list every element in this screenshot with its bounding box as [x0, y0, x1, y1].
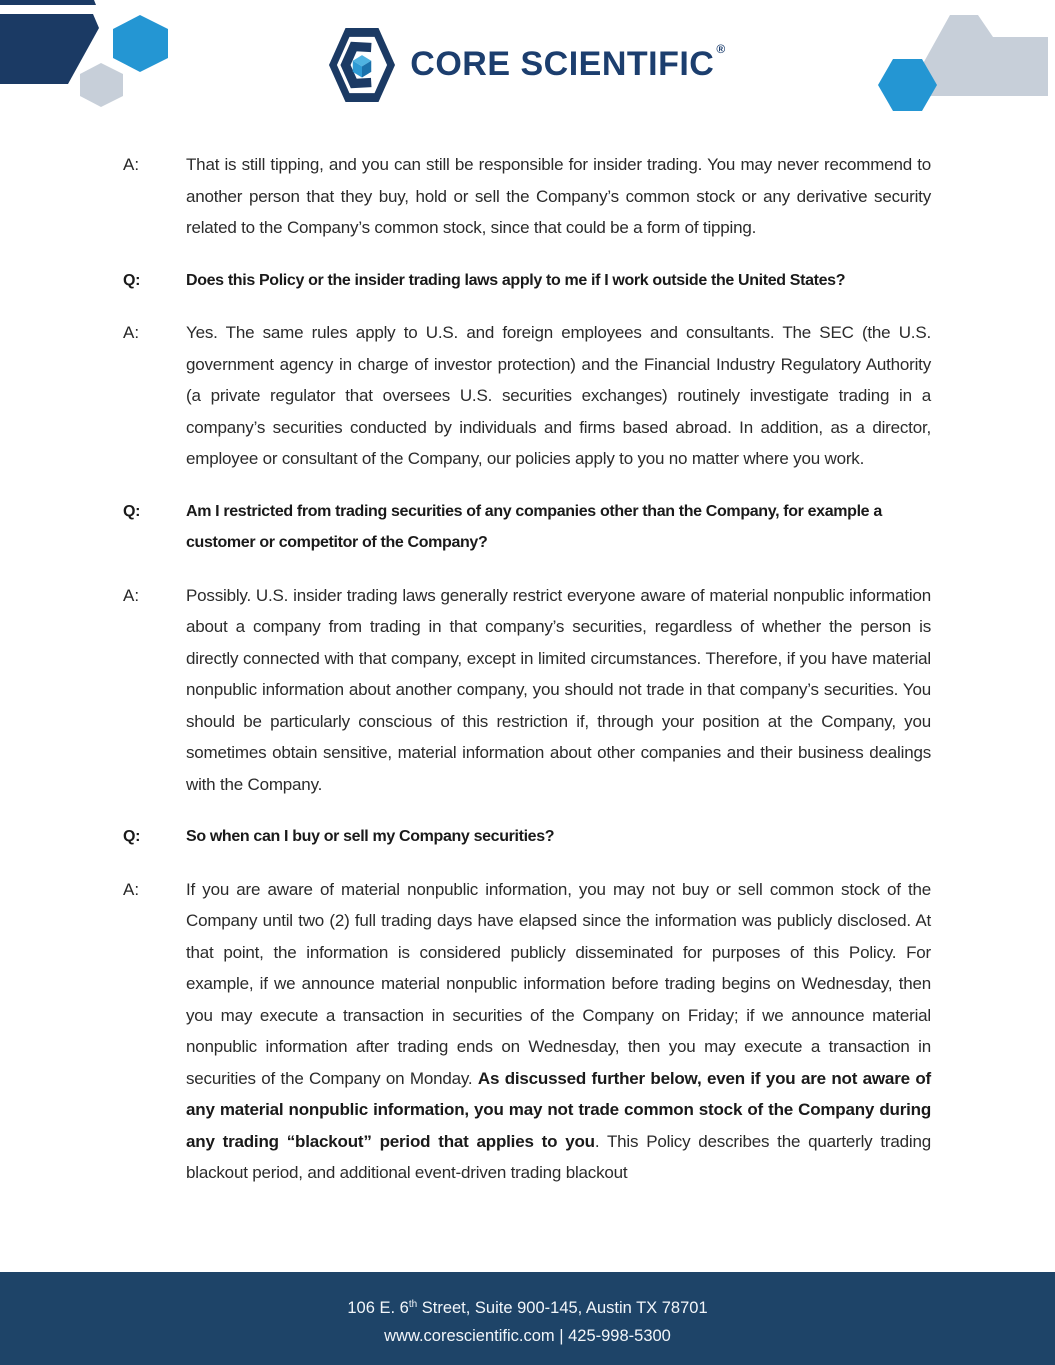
core-scientific-hexagon-icon	[329, 28, 395, 102]
page-footer	[0, 1272, 1055, 1365]
qa-label: A:	[123, 155, 140, 174]
qa-text: That is still tipping, and you can still be responsible for insider trading. You may never recommend to another person that they buy, hold or sell the Company’s common stock or any derivative security related to the Company’s common stock, since that could be a form of tipping.	[186, 155, 931, 237]
qa-text: Possibly. U.S. insider trading laws generally restrict everyone aware of material nonpublic information about a company from trading in that company’s securities, regardless of whether the person is directly connected with that company, except in limited circumstances. Therefore, if you have material nonpublic information about another company, you should not trade in that company’s securities. You should be particularly conscious of this restriction if, through your position at the Company, you sometimes obtain sensitive, material information about other companies and their business dealings with the Company.	[186, 585, 931, 794]
qa-text: So when can I buy or sell my Company securities?	[186, 828, 555, 845]
question-block	[123, 265, 931, 297]
qa-label: Q:	[123, 828, 141, 845]
question-block	[123, 496, 931, 559]
qa-label: A:	[123, 585, 140, 605]
page-header	[0, 0, 1055, 132]
qa-label: Q:	[123, 502, 141, 520]
footer-contact: www.corescientific.com | 425-998-5300	[384, 1327, 671, 1345]
registered-trademark-symbol: ®	[716, 42, 726, 56]
answer-block	[123, 874, 931, 1189]
ordinal-superscript: th	[408, 1299, 418, 1310]
qa-label: A:	[123, 323, 140, 342]
footer-address: 106 E. 6th Street, Suite 900-145, Austin TX 78701	[347, 1299, 708, 1317]
qa-text: Does this Policy or the insider trading laws apply to me if I work outside the United States?	[186, 271, 846, 289]
qa-text: If you are aware of material nonpublic information, you may not buy or sell common stock of the Company until two (2) full trading days have elapsed since the information was publicly disclosed. At that point, the information is considered publicly disseminated for purposes of this Policy. For example, if we announce material nonpublic information before trading begins on Wednesday, then you may execute a transaction in securities of the Company on Friday; if we announce material nonpublic information after trading ends on Wednesday, then you may execute a transaction in securities of the Company on Monday. As discussed further below, even if you are not aware of any material nonpublic information, you may not trade common stock of the Company during any trading “blackout” period that applies to you. This Policy describes the quarterly trading blackout period, and additional event-driven trading blackout	[186, 879, 931, 1182]
answer-block	[123, 580, 931, 801]
answer-block	[123, 149, 931, 244]
answer-block	[123, 317, 931, 475]
logo-wordmark: CORE SCIENTIFIC ®	[410, 42, 726, 83]
company-logo	[0, 28, 1055, 102]
qa-text: Yes. The same rules apply to U.S. and foreign employees and consultants. The SEC (the U.S. government agency in charge of investor protection) and the Financial Industry Regulatory Authority (a private regulator that oversees U.S. securities exchanges) routinely investigate trading in a company’s securities conducted by individuals and firms based abroad. In addition, as a director, employee or consultant of the Company, our policies apply to you no matter where you work.	[186, 323, 931, 468]
qa-text: Am I restricted from trading securities of any companies other than the Company, for example a customer or competitor of the Company?	[186, 502, 882, 551]
qa-label: A:	[123, 879, 140, 899]
qa-list	[123, 149, 931, 1210]
question-block	[123, 821, 931, 853]
qa-label: Q:	[123, 271, 141, 289]
top-strip-decor	[0, 0, 96, 5]
